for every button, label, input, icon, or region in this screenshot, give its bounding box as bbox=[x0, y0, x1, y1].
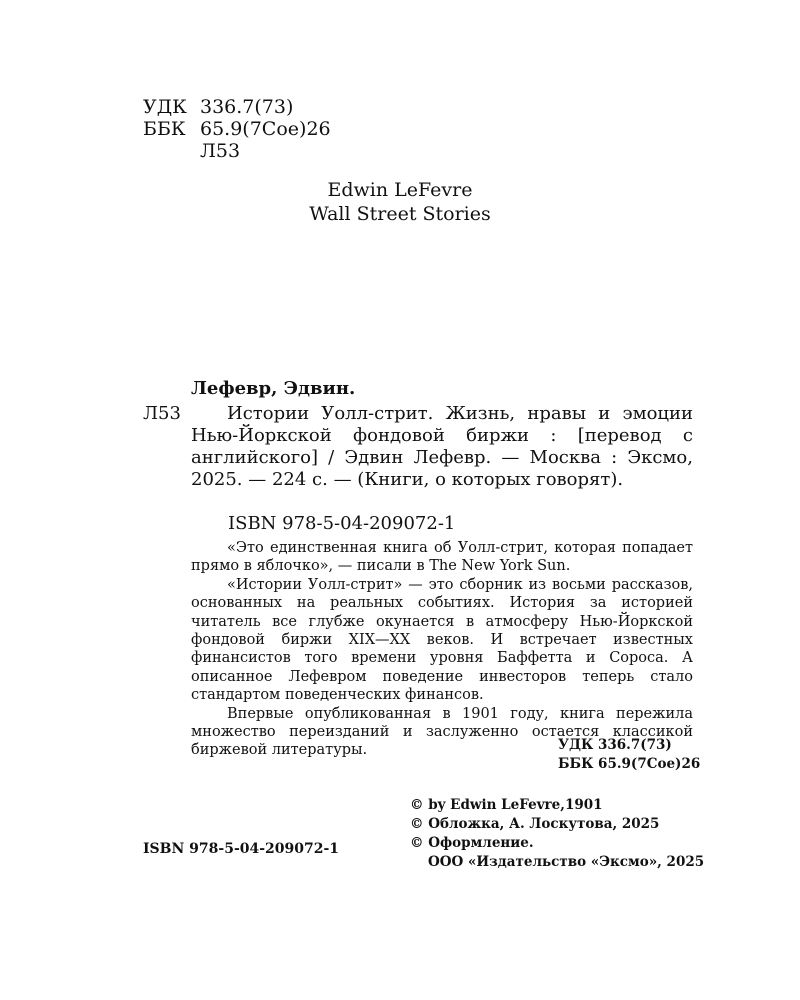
original-title-block bbox=[0, 178, 800, 226]
bibliographic-description: Истории Уолл-стрит. Жизнь, нравы и эмоции Нью-Йоркской фондовой биржи : [перевод с английского] / Эдвин Лефевр. — Москва : Эксмо, 2025. — 224 с. — (Книги, о которых говорят). bbox=[191, 403, 693, 490]
bbk-code: ББК 65.9(7Сое)26 bbox=[558, 756, 701, 772]
udk-label: УДК bbox=[143, 96, 187, 118]
isbn-footer: ISBN 978-5-04-209072-1 bbox=[143, 841, 340, 857]
classification-block bbox=[143, 96, 331, 162]
original-author: Edwin LeFevre bbox=[327, 179, 473, 201]
annotation-paragraph: Впервые опубликованная в 1901 году, книга пережила множество переизданий и заслуженно остается классикой биржевой литературы. bbox=[191, 705, 693, 759]
isbn-record: ISBN 978-5-04-209072-1 bbox=[228, 513, 456, 534]
author-heading: Лефевр, Эдвин. bbox=[191, 378, 356, 399]
author-sign: Л53 bbox=[143, 403, 181, 424]
bbk-value: 65.9(7Сое)26 bbox=[200, 118, 331, 140]
udk-value: 336.7(73) bbox=[200, 96, 294, 118]
copyright-line: © Оформление. bbox=[410, 835, 534, 851]
annotation-paragraph: «Истории Уолл-стрит» — это сборник из восьми рассказов, основанных на реальных событиях. История за историей читатель все глубже окунается в атмосферу Нью-Йоркской фондовой биржи XIX—XX веков. И встречает известных финансистов того времени уровня Баффетта и Сороса. А описанное Лефевром поведение инвесторов теперь стало стандартом поведенческих финансов. bbox=[191, 576, 693, 704]
udk-code: УДК 336.7(73) bbox=[558, 737, 672, 753]
copyright-line: ООО «Издательство «Эксмо», 2025 bbox=[428, 854, 705, 870]
original-title: Wall Street Stories bbox=[309, 203, 491, 225]
bbk-row bbox=[143, 118, 331, 140]
copyright-line: © by Edwin LeFevre,1901 bbox=[410, 797, 603, 813]
copyright-line: © Обложка, А. Лоскутова, 2025 bbox=[410, 816, 660, 832]
copyright-block bbox=[410, 796, 704, 872]
classification-codes bbox=[558, 736, 700, 774]
annotation bbox=[191, 539, 693, 760]
annotation-paragraph: «Это единственная книга об Уолл-стрит, которая попадает прямо в яблочко», — писали в The New York Sun. bbox=[191, 540, 693, 575]
author-sign-top: Л53 bbox=[200, 140, 241, 162]
udk-row bbox=[143, 96, 331, 118]
bbk-label: ББК bbox=[143, 118, 186, 140]
